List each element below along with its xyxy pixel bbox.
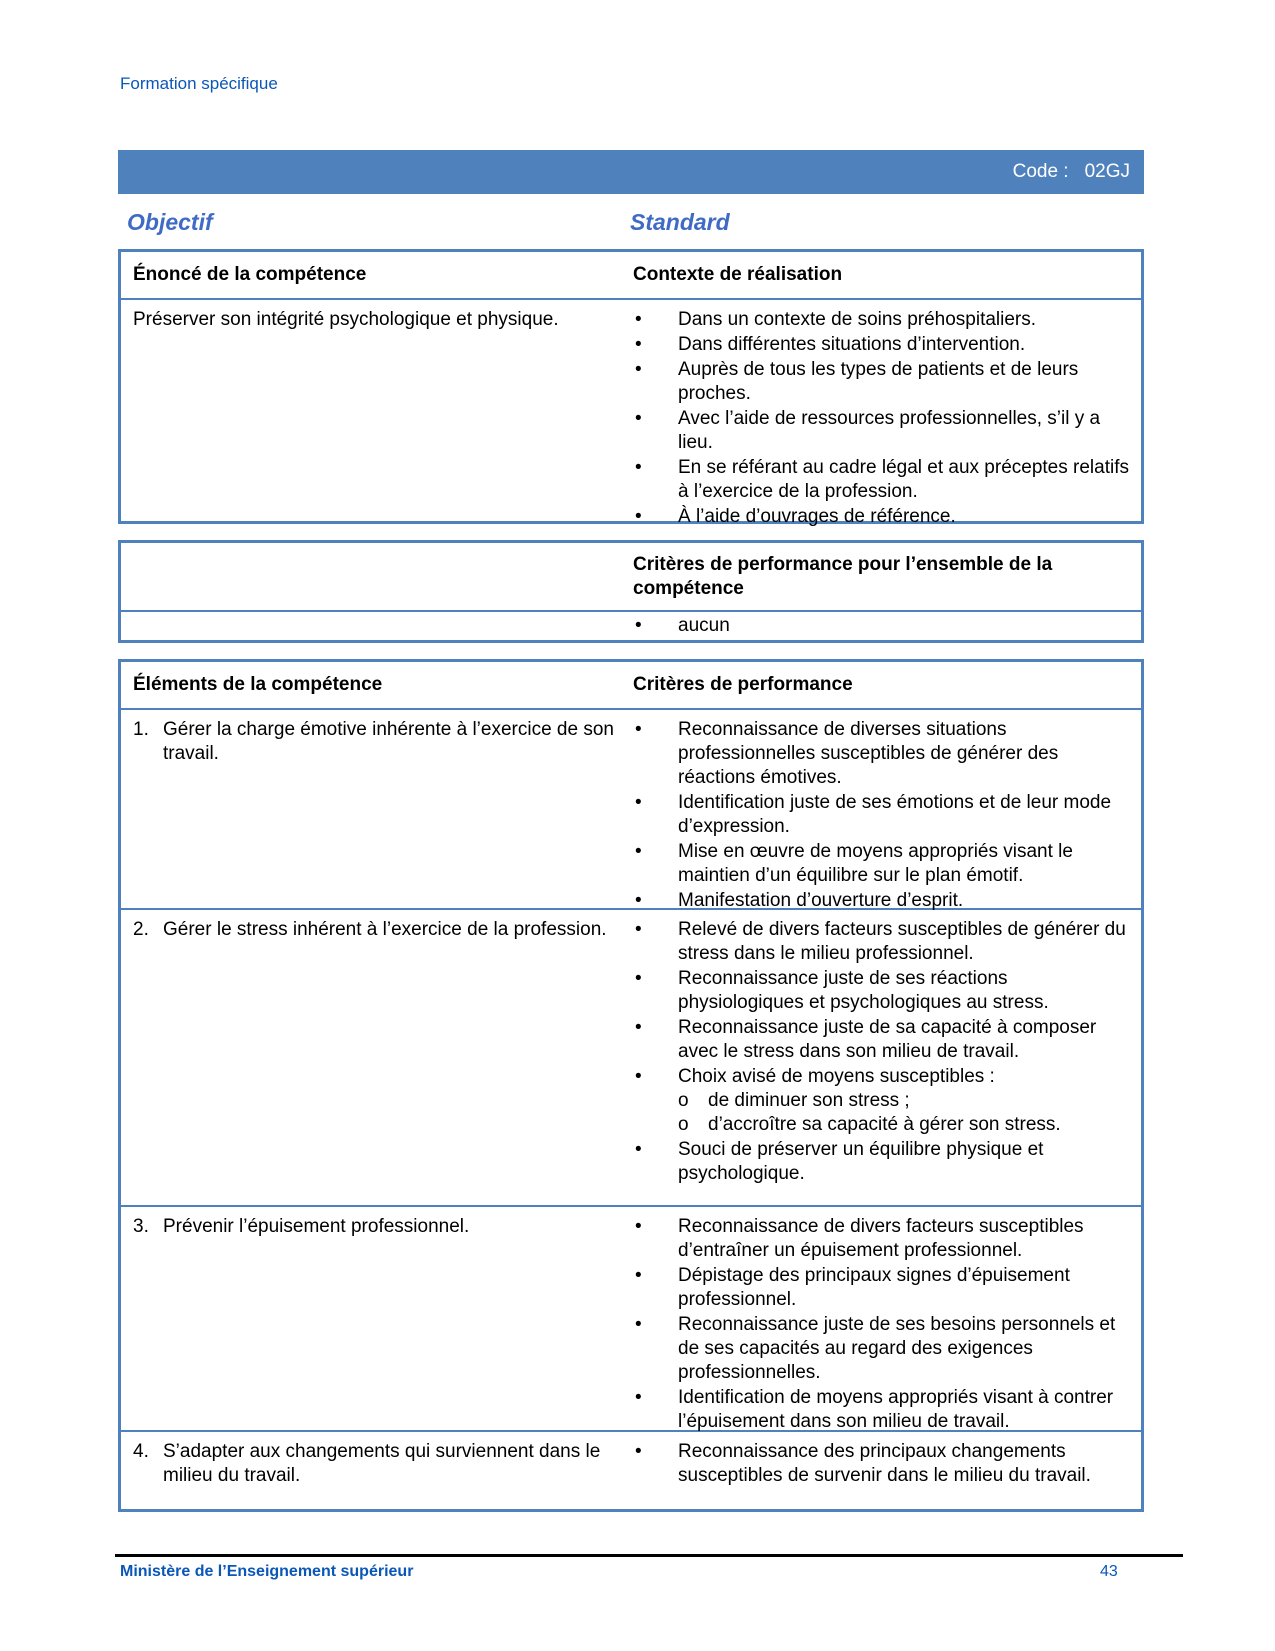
competence-elements-table — [118, 659, 1144, 1512]
list-item: • Reconnaissance juste de sa capacité à composer avec le stress dans son milieu de travail. — [633, 1016, 1131, 1064]
list-item: • Choix avisé de moyens susceptibles : o de diminuer son stress ; o d’accroître sa capacité à gérer son stress. — [633, 1065, 1131, 1137]
overall-criteria-header: Critères de performance pour l’ensemble de la compétence — [633, 553, 1053, 599]
list-item: • À l’aide d’ouvrages de référence. — [633, 505, 1131, 529]
list-item: • aucun — [633, 614, 1131, 638]
element-4: 4. S’adapter aux changements qui surviennent dans le milieu du travail. — [133, 1441, 601, 1486]
element-3: 3. Prévenir l’épuisement professionnel. — [133, 1216, 470, 1237]
criteria-list — [633, 1440, 1131, 1488]
list-item: • Dans un contexte de soins préhospitaliers. — [633, 308, 1131, 332]
overall-criteria-list — [633, 614, 1131, 638]
list-item: • Reconnaissance juste de ses besoins personnels et de ses capacités au regard des exigences professionnelles. — [633, 1313, 1131, 1385]
list-item: • Reconnaissance des principaux changements susceptibles de survenir dans le milieu du travail. — [633, 1440, 1131, 1488]
elements-header: Éléments de la compétence — [133, 674, 383, 695]
list-item: • Dans différentes situations d’intervention. — [633, 333, 1131, 357]
competence-statement: Préserver son intégrité psychologique et physique. — [133, 309, 559, 330]
statement-header: Énoncé de la compétence — [133, 264, 367, 285]
list-item: • Souci de préserver un équilibre physique et psychologique. — [633, 1138, 1131, 1186]
list-item: • Relevé de divers facteurs susceptibles de générer du stress dans le milieu professionnel. — [633, 918, 1131, 966]
list-item: • Reconnaissance de divers facteurs susceptibles d’entraîner un épuisement professionnel. — [633, 1215, 1131, 1263]
list-item: • Auprès de tous les types de patients et de leurs proches. — [633, 358, 1131, 406]
sub-item: o de diminuer son stress ; — [678, 1090, 910, 1111]
table-row — [121, 708, 1141, 911]
table-row — [121, 1205, 1141, 1430]
footer-ministry: Ministère de l’Enseignement supérieur — [120, 1563, 414, 1580]
list-item: • Dépistage des principaux signes d’épuisement professionnel. — [633, 1264, 1131, 1312]
table-row — [121, 1430, 1141, 1489]
overall-criteria-table — [118, 540, 1144, 643]
list-item: • En se référant au cadre légal et aux préceptes relatifs à l’exercice de la profession. — [633, 456, 1131, 504]
criteria-list — [633, 1215, 1131, 1434]
page-number: 43 — [1100, 1563, 1118, 1580]
element-1: 1. Gérer la charge émotive inhérente à l’exercice de son travail. — [133, 719, 614, 764]
table-row — [121, 908, 1141, 1205]
footer-divider — [115, 1554, 1183, 1557]
code-value: 02GJ — [1084, 161, 1130, 182]
page-header-title: Formation spécifique — [120, 74, 278, 93]
code-bar — [118, 150, 1144, 194]
list-item: • Identification de moyens appropriés visant à contrer l’épuisement dans son milieu de travail. — [633, 1386, 1131, 1434]
standard-heading: Standard — [630, 209, 730, 235]
list-item: • Reconnaissance juste de ses réactions physiologiques et psychologiques au stress. — [633, 967, 1131, 1015]
competence-statement-table — [118, 249, 1144, 527]
criteria-list — [633, 718, 1131, 913]
list-item: • Avec l’aide de ressources professionnelles, s’il y a lieu. — [633, 407, 1131, 455]
list-item: • Mise en œuvre de moyens appropriés visant le maintien d’un équilibre sur le plan émotif. — [633, 840, 1131, 888]
element-2: 2. Gérer le stress inhérent à l’exercice de la profession. — [133, 919, 607, 940]
list-item: • Reconnaissance de diverses situations professionnelles susceptibles de générer des réactions émotives. — [633, 718, 1131, 790]
context-header: Contexte de réalisation — [633, 264, 843, 285]
list-item: • Identification juste de ses émotions et de leur mode d’expression. — [633, 791, 1131, 839]
criteria-list — [633, 918, 1131, 1186]
sub-item: o d’accroître sa capacité à gérer son stress. — [678, 1114, 1061, 1135]
objective-heading: Objectif — [127, 209, 213, 235]
code-label: Code : — [1012, 161, 1069, 182]
context-list — [633, 308, 1131, 529]
list-item: • Manifestation d’ouverture d’esprit. — [633, 889, 1131, 913]
criteria-header: Critères de performance — [633, 674, 853, 695]
